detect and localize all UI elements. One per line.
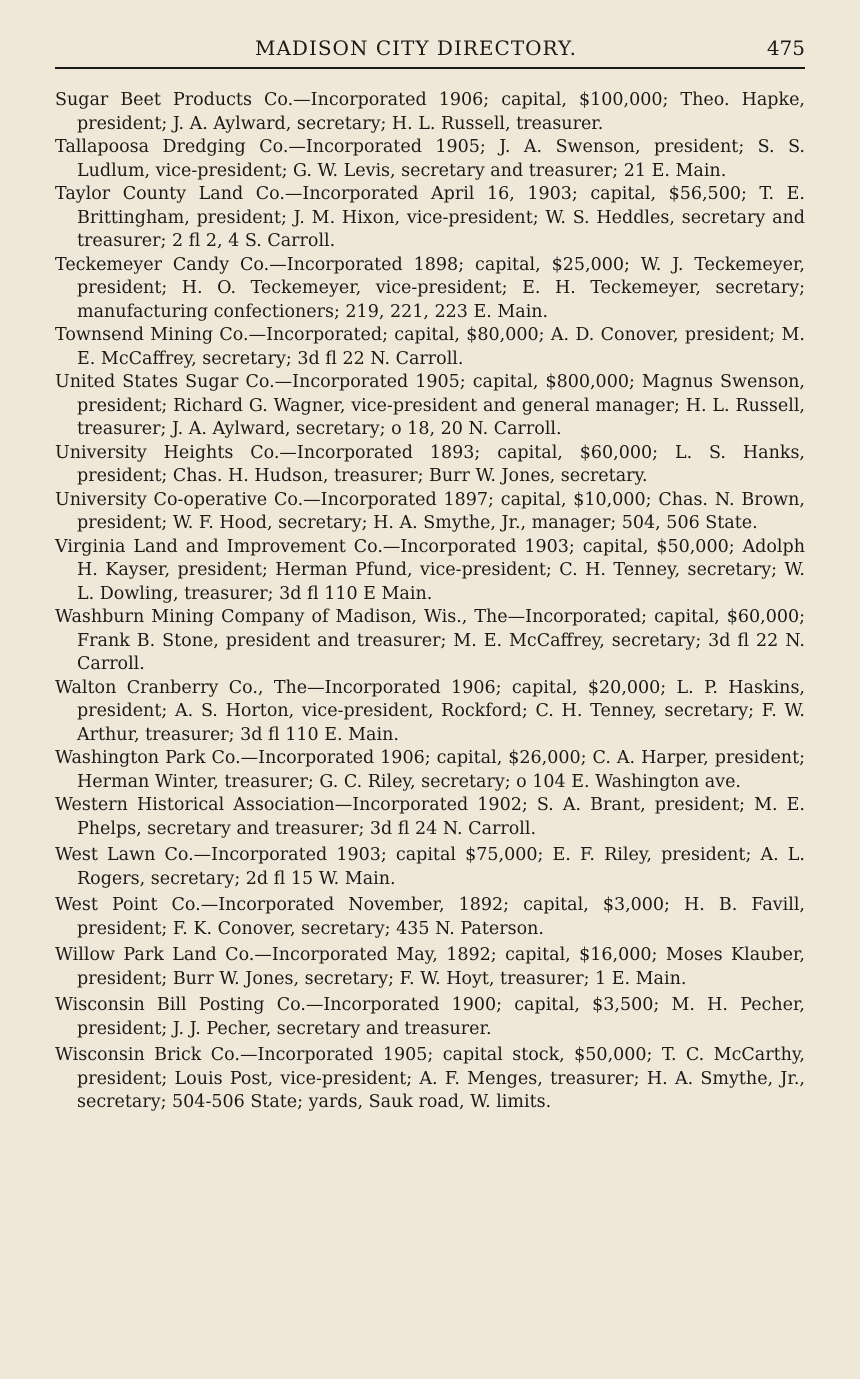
- entry-university-heights: University Heights Co.—Incorporated 1893; capital, $60,000; L. S. Hanks, president; Chas. H. Hudson, treasurer; Burr W. Jones, secretary.: [55, 442, 805, 486]
- entry-washington-park: Washington Park Co.—Incorporated 1906; capital, $26,000; C. A. Harper, president; Herman Winter, treasurer; G. C. Riley, secretary; o 104 E. Washington ave.: [55, 748, 805, 792]
- entry-taylor-county-land: Taylor County Land Co.—Incorporated April 16, 1903; capital, $56,500; T. E. Brittingham, president; J. M. Hixon, vice-president; W. S. Heddles, secretary and treasurer; 2 fl 2, 4 S. Carroll.: [55, 184, 805, 251]
- entry-townsend-mining: Townsend Mining Co.—Incorporated; capital, $80,000; A. D. Conover, president; M. E. McCaffrey, secretary; 3d fl 22 N. Carroll.: [55, 325, 805, 369]
- entry-united-states-sugar: United States Sugar Co.—Incorporated 1905; capital, $800,000; Magnus Swenson, president; Richard G. Wagner, vice-president and general manager; H. L. Russell, treasurer; J. A. Aylward, secretary; o 18, 20 N. Carroll.: [55, 372, 805, 439]
- entry-west-lawn: West Lawn Co.—Incorporated 1903; capital $75,000; E. F. Riley, president; A. L. Rogers, secretary; 2d fl 15 W. Main.: [55, 845, 805, 889]
- page-header: [55, 36, 805, 66]
- entry-wisconsin-brick: Wisconsin Brick Co.—Incorporated 1905; capital stock, $50,000; T. C. McCarthy, president; Louis Post, vice-president; A. F. Menges, treasurer; H. A. Smythe, Jr., secretary; 504-506 State; yards, Sauk road, W. limits.: [55, 1045, 805, 1112]
- running-title: MADISON CITY DIRECTORY.: [255, 36, 577, 60]
- entry-tallapoosa-dredging: Tallapoosa Dredging Co.—Incorporated 1905; J. A. Swenson, president; S. S. Ludlum, vice-president; G. W. Levis, secretary and treasurer; 21 E. Main.: [55, 137, 805, 181]
- entry-western-historical: Western Historical Association—Incorporated 1902; S. A. Brant, president; M. E. Phelps, secretary and treasurer; 3d fl 24 N. Carroll.: [55, 795, 805, 839]
- entry-wisconsin-bill-posting: Wisconsin Bill Posting Co.—Incorporated 1900; capital, $3,500; M. H. Pecher, president; J. J. Pecher, secretary and treasurer.: [55, 995, 805, 1039]
- entry-university-cooperative: University Co-operative Co.—Incorporated 1897; capital, $10,000; Chas. N. Brown, president; W. F. Hood, secretary; H. A. Smythe, Jr., manager; 504, 506 State.: [55, 489, 805, 533]
- entry-list: [55, 89, 805, 1115]
- entry-willow-park-land: Willow Park Land Co.—Incorporated May, 1892; capital, $16,000; Moses Klauber, president; Burr W. Jones, secretary; F. W. Hoyt, treasurer; 1 E. Main.: [55, 945, 805, 989]
- entry-virginia-land: Virginia Land and Improvement Co.—Incorporated 1903; capital, $50,000; Adolph H. Kayser, president; Herman Pfund, vice-president; C. H. Tenney, secretary; W. L. Dowling, treasurer; 3d fl 110 E Main.: [55, 536, 805, 604]
- header-rule: [55, 67, 805, 69]
- entry-teckemeyer-candy: Teckemeyer Candy Co.—Incorporated 1898; capital, $25,000; W. J. Teckemeyer, president; H. O. Teckemeyer, vice-president; E. H. Teckemeyer, secretary; manufacturing confectioners; 219, 221, 223 E. Main.: [55, 254, 805, 322]
- page-number: 475: [766, 36, 805, 60]
- entry-walton-cranberry: Walton Cranberry Co., The—Incorporated 1906; capital, $20,000; L. P. Haskins, president; A. S. Horton, vice-president, Rockford; C. H. Tenney, secretary; F. W. Arthur, treasurer; 3d fl 110 E. Main.: [55, 677, 805, 745]
- entry-west-point: West Point Co.—Incorporated November, 1892; capital, $3,000; H. B. Favill, president; F. K. Conover, secretary; 435 N. Paterson.: [55, 895, 805, 939]
- entry-washburn-mining: Washburn Mining Company of Madison, Wis., The—Incorporated; capital, $60,000; Frank B. Stone, president and treasurer; M. E. McCaffrey, secretary; 3d fl 22 N. Carroll.: [55, 607, 805, 674]
- entry-sugar-beet-products: Sugar Beet Products Co.—Incorporated 1906; capital, $100,000; Theo. Hapke, president; J. A. Aylward, secretary; H. L. Russell, treasurer.: [55, 90, 805, 134]
